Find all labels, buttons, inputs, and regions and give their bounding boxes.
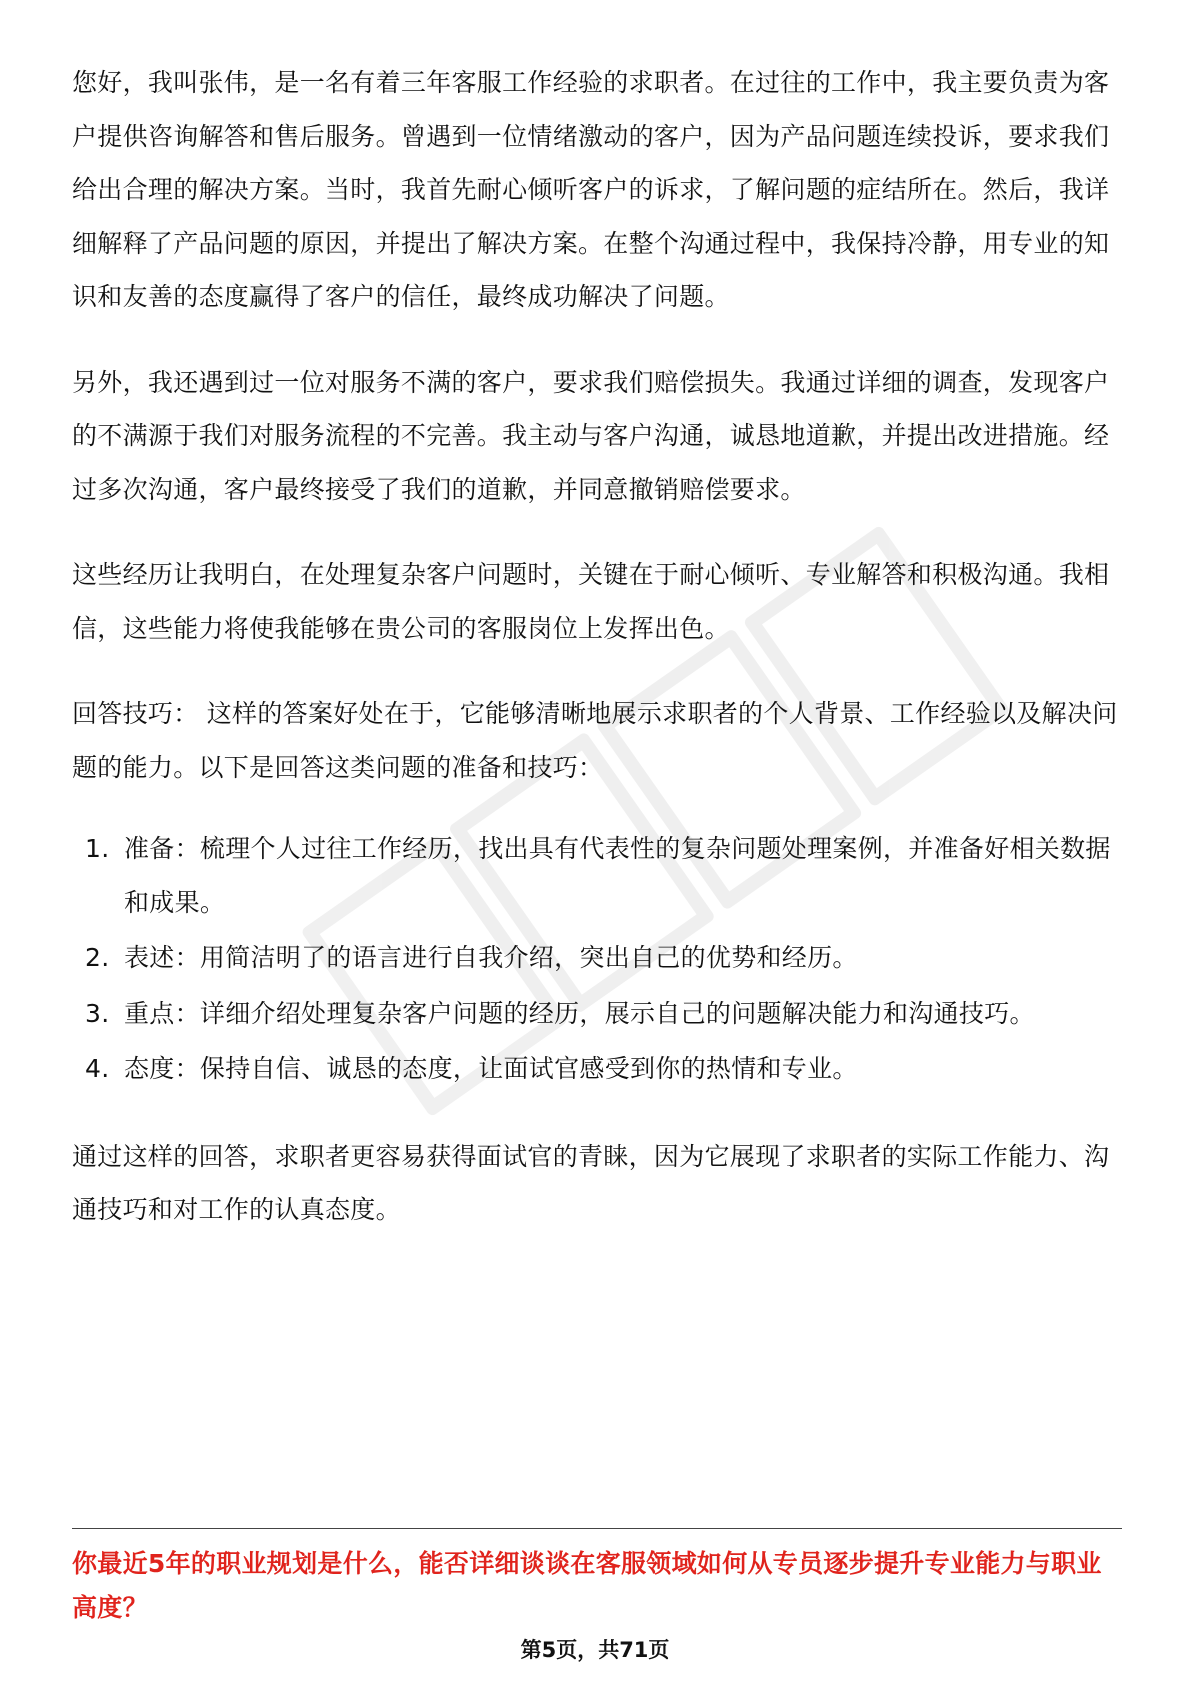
list-item-number: 4. <box>85 1054 110 1083</box>
list-item-number: 2. <box>85 943 110 972</box>
answer-paragraph-2: 另外，我还遇到过一位对服务不满的客户，要求我们赔偿损失。我通过详细的调查，发现客户的不满源于我们对服务流程的不完善。我主动与客户沟通，诚恳地道歉，并提出改进措施。经过多次沟通，客户最终接受了我们的道歉，并同意撤销赔偿要求。 <box>72 367 1110 504</box>
next-question-heading: 你最近5年的职业规划是什么，能否详细谈谈在客服领域如何从专员逐步提升专业能力与职业高度？ <box>72 1549 1102 1622</box>
list-item <box>72 987 1122 1041</box>
list-item <box>72 931 1122 985</box>
list-item-text: 表述：用简洁明了的语言进行自我介绍，突出自己的优势和经历。 <box>124 943 858 972</box>
section-divider <box>72 1528 1122 1529</box>
list-item-text: 重点：详细介绍处理复杂客户问题的经历，展示自己的问题解决能力和沟通技巧。 <box>124 998 1035 1028</box>
list-item <box>72 822 1122 929</box>
answer-paragraph-3: 这些经历让我明白，在处理复杂客户问题时，关键在于耐心倾听、专业解答和积极沟通。我相信，这些能力将使我能够在贵公司的客服岗位上发挥出色。 <box>72 560 1110 643</box>
page-number: 第5页，共71页 <box>520 1638 670 1662</box>
answer-body <box>72 56 1122 1237</box>
list-item-number: 1. <box>85 834 110 863</box>
list-item-text: 态度：保持自信、诚恳的态度，让面试官感受到你的热情和专业。 <box>124 1054 858 1083</box>
list-item <box>72 1042 1122 1096</box>
answer-conclusion: 通过这样的回答，求职者更容易获得面试官的青睐，因为它展现了求职者的实际工作能力、沟通技巧和对工作的认真态度。 <box>72 1141 1110 1224</box>
tips-list <box>72 822 1122 1096</box>
list-item-number: 3. <box>85 998 110 1028</box>
answer-paragraph-1: 您好，我叫张伟，是一名有着三年客服工作经验的求职者。在过往的工作中，我主要负责为客户提供咨询解答和售后服务。曾遇到一位情绪激动的客户，因为产品问题连续投诉，要求我们给出合理的解决方案。当时，我首先耐心倾听客户的诉求，了解问题的症结所在。然后，我详细解释了产品问题的原因，并提出了解决方案。在整个沟通过程中，我保持冷静，用专业的知识和友善的态度赢得了客户的信任，最终成功解决了问题。 <box>72 68 1110 311</box>
list-item-text: 准备：梳理个人过往工作经历，找出具有代表性的复杂问题处理案例，并准备好相关数据和成果。 <box>124 834 1111 917</box>
answer-tips-intro: 回答技巧： 这样的答案好处在于，它能够清晰地展示求职者的个人背景、工作经验以及解决问题的能力。以下是回答这类问题的准备和技巧： <box>72 699 1118 782</box>
